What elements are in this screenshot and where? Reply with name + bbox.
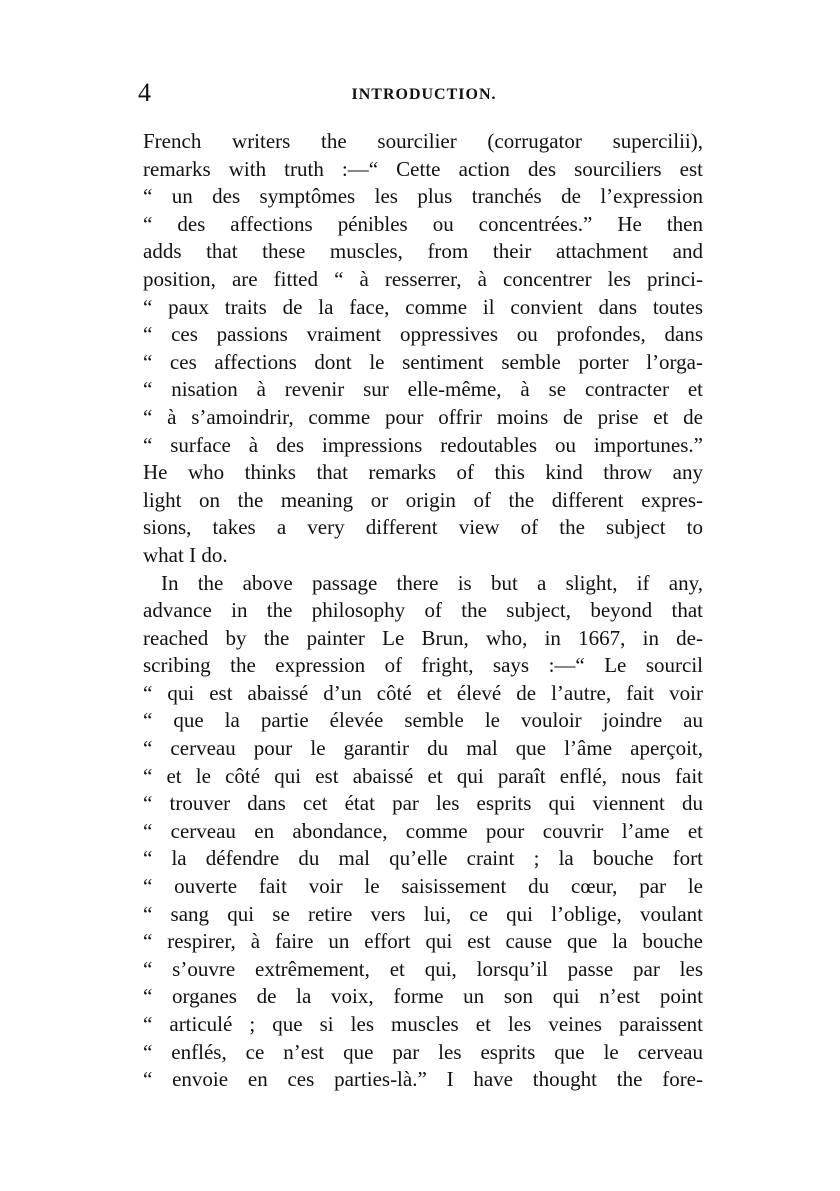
text-line: “ la défendre du mal qu’elle craint ; la bouche fort xyxy=(143,846,703,871)
text-line: “ cerveau pour le garantir du mal que l’âme aperçoit, xyxy=(143,736,703,761)
text-line: scribing the expression of fright, says :—“ Le sourcil xyxy=(143,653,703,678)
text-line: light on the meaning or origin of the different expres- xyxy=(143,487,703,512)
text-line: “ ces passions vraiment oppressives ou profondes, dans xyxy=(143,322,703,347)
running-title: INTRODUCTION. xyxy=(351,86,497,103)
body-text xyxy=(143,128,703,1094)
text-line: “ organes de la voix, forme un son qui n’est point xyxy=(143,984,703,1009)
text-line: “ articulé ; que si les muscles et les veines paraissent xyxy=(143,1012,703,1036)
text-line: sions, takes a very different view of the subject to xyxy=(143,515,703,540)
text-line: “ s’ouvre extrêmement, et qui, lorsqu’il passe par les xyxy=(143,956,703,981)
text-line: “ respirer, à faire un effort qui est cause que la bouche xyxy=(143,929,703,954)
text-line: “ nisation à revenir sur elle-même, à se contracter et xyxy=(143,377,703,402)
text-line: “ des affections pénibles ou concentrées.” He then xyxy=(143,211,703,236)
text-line: “ qui est abaissé d’un côté et élevé de l’autre, fait voir xyxy=(143,680,703,705)
text-line: adds that these muscles, from their attachment and xyxy=(143,239,703,264)
text-line: reached by the painter Le Brun, who, in 1667, in de- xyxy=(143,625,703,650)
text-line: “ à s’amoindrir, comme pour offrir moins de prise et de xyxy=(143,404,703,429)
text-line: “ sang qui se retire vers lui, ce qui l’oblige, voulant xyxy=(143,901,703,926)
text-line: “ paux traits de la face, comme il convient dans toutes xyxy=(143,294,703,319)
text-line: He who thinks that remarks of this kind throw any xyxy=(143,460,703,485)
text-line: “ ces affections dont le sentiment semble porter l’orga- xyxy=(143,349,703,374)
text-line: remarks with truth :—“ Cette action des sourciliers est xyxy=(143,156,703,181)
text-line: advance in the philosophy of the subject, beyond that xyxy=(143,598,703,623)
text-line: “ que la partie élevée semble le vouloir joindre au xyxy=(143,708,703,733)
text-line: French writers the sourcilier (corrugator supercilii), xyxy=(143,129,703,153)
text-line: “ ouverte fait voir le saisissement du cœur, par le xyxy=(143,874,703,899)
text-line: “ cerveau en abondance, comme pour couvrir l’ame et xyxy=(143,818,703,843)
page-number: 4 xyxy=(138,78,151,107)
text-line: “ envoie en ces parties-là.” I have thought the fore- xyxy=(143,1067,703,1092)
text-line: “ et le côté qui est abaissé et qui paraît enflé, nous fait xyxy=(143,763,703,788)
text-line: In the above passage there is but a slight, if any, xyxy=(161,570,703,595)
text-line: “ trouver dans cet état par les esprits qui viennent du xyxy=(143,791,703,816)
text-line: position, are fitted “ à resserrer, à concentrer les princi- xyxy=(143,266,703,291)
text-line: “ surface à des impressions redoutables ou importunes.” xyxy=(143,432,703,457)
text-line: “ enflés, ce n’est que par les esprits que le cerveau xyxy=(143,1039,703,1064)
text-line: what I do. xyxy=(143,542,228,567)
text-line: “ un des symptômes les plus tranchés de l’expression xyxy=(143,184,703,209)
